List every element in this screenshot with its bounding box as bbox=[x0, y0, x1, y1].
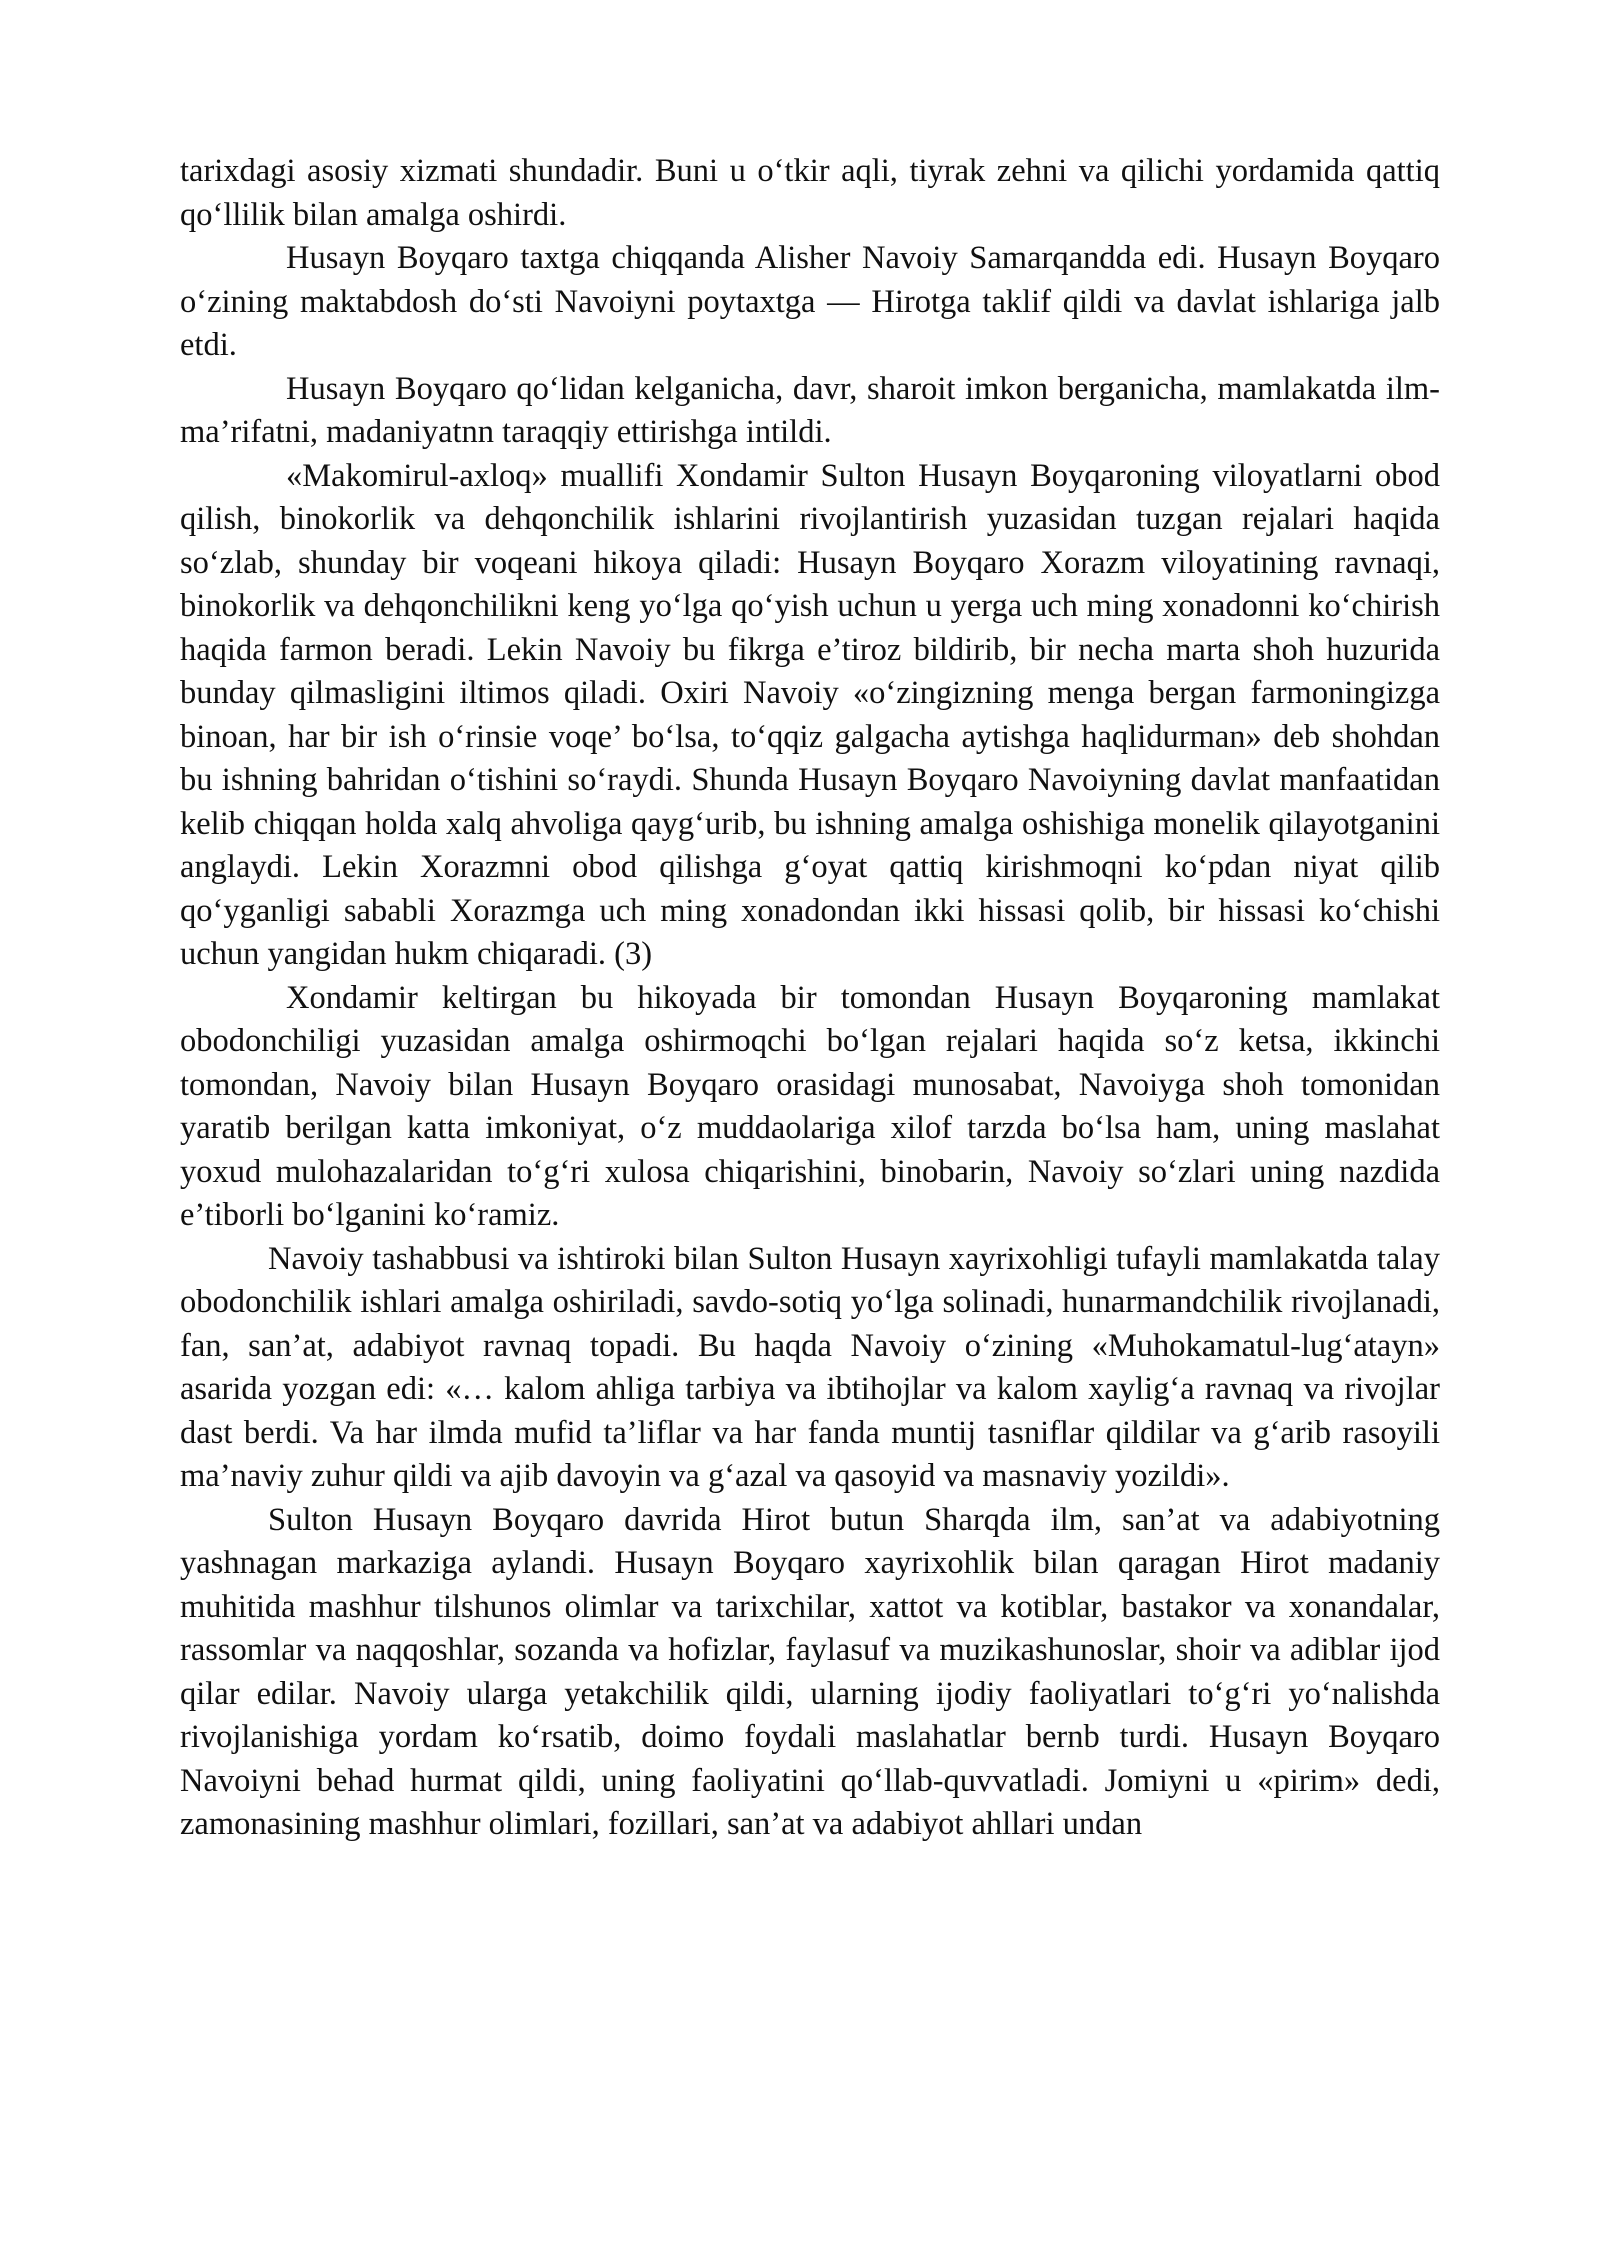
paragraph-khondamir-analysis: Xondamir keltirgan bu hikoyada bir tomondan Husayn Boyqaroning mamlakat obodonchiligi yuzasidan amalga oshirmoqchi bo‘lgan rejalari haqida so‘z ketsa, ikkinchi tomondan, Navoiy bilan Husayn Boyqaro orasidagi munosabat, Navoiyga shoh tomonidan yaratib berilgan katta imkoniyat, o‘z muddaolariga xilof tarzda bo‘lsa ham, uning maslahat yoxud mulohazalaridan to‘g‘ri xulosa chiqarishini, binobarin, Navoiy so‘zlari uning nazdida e’tiborli bo‘lganini ko‘ramiz. bbox=[180, 979, 1440, 1233]
paragraph-continuation: tarixdagi asosiy xizmati shundadir. Buni u o‘tkir aqli, tiyrak zehni va qilichi yordamida qattiq qo‘llilik bilan amalga oshirdi. bbox=[180, 153, 1440, 233]
paragraph-navoiy-initiative: Navoiy tashabbusi va ishtiroki bilan Sulton Husayn xayrixohligi tufayli mamlakatda talay obodonchilik ishlari amalga oshiriladi, savdo-sotiq yo‘lga solinadi, hunarmandchilik rivojlanadi, fan, san’at, adabiyot ravnaq topadi. Bu haqda Navoiy o‘zining «Muhokamatul-lug‘atayn» asarida yozgan edi: «… kalom ahliga tarbiya va ibtihojlar va kalom xaylig‘a ravnaq va rivojlar dast berdi. Va har ilmda mufid ta’liflar va har fanda muntij tasniflar qildilar va g‘arib rasoyili ma’naviy zuhur qildi va ajib davoyin va g‘azal va qasoyid va masnaviy yozildi». bbox=[180, 1240, 1440, 1494]
document-page bbox=[180, 150, 1440, 1847]
paragraph-husayn-throne: Husayn Boyqaro taxtga chiqqanda Alisher Navoiy Samarqandda edi. Husayn Boyqaro o‘zining maktabdosh do‘sti Navoiyni poytaxtga — Hirotga taklif qildi va davlat ishlariga jalb etdi. bbox=[180, 240, 1440, 363]
paragraph-khorezm-story: «Makomirul-axloq» muallifi Xondamir Sulton Husayn Boyqaroning viloyatlarni obod qilish, binokorlik va dehqonchilik ishlarini rivojlantirish yuzasidan tuzgan rejalari haqida so‘zlab, shunday bir voqeani hikoya qiladi: Husayn Boyqaro Xorazm viloyatining ravnaqi, binokorlik va dehqonchilikni keng yo‘lga qo‘yish uchun u yerga uch ming xonadonni ko‘chirish haqida farmon beradi. Lekin Navoiy bu fikrga e’tiroz bildirib, bir necha marta shoh huzurida bunday qilmasligini iltimos qiladi. Oxiri Navoiy «o‘zingizning menga bergan farmoningizga binoan, har bir ish o‘rinsie voqe’ bo‘lsa, to‘qqiz galgacha aytishga haqlidurman» deb shohdan bu ishning bahridan o‘tishini so‘raydi. Shunda Husayn Boyqaro Navoiyning davlat manfaatidan kelib chiqqan holda xalq ahvoliga qayg‘urib, bu ishning amalga oshishiga monelik qilayotganini anglaydi. Lekin Xorazmni obod qilishga g‘oyat qattiq kirishmoqni ko‘pdan niyat qilib qo‘yganligi sababli Xorazmga uch ming xonadondan ikki hissasi qolib, bir hissasi ko‘chishi uchun yangidan hukm chiqaradi. (3) bbox=[180, 457, 1440, 972]
paragraph-enlightenment: Husayn Boyqaro qo‘lidan kelganicha, davr, sharoit imkon berganicha, mamlakatda ilm-ma’rifatni, madaniyatnn taraqqiy ettirishga intildi. bbox=[180, 370, 1440, 450]
paragraph-herat-center: Sulton Husayn Boyqaro davrida Hirot butun Sharqda ilm, san’at va adabiyotning yashnagan markaziga aylandi. Husayn Boyqaro xayrixohlik bilan qaragan Hirot madaniy muhitida mashhur tilshunos olimlar va tarixchilar, xattot va kotiblar, bastakor va xonandalar, rassomlar va naqqoshlar, sozanda va hofizlar, faylasuf va muzikashunoslar, shoir va adiblar ijod qilar edilar. Navoiy ularga yetakchilik qildi, ularning ijodiy faoliyatlari to‘g‘ri yo‘nalishda rivojlanishiga yordam ko‘rsatib, doimo foydali maslahatlar bernb turdi. Husayn Boyqaro Navoiyni behad hurmat qildi, uning faoliyatini qo‘llab-quvvatladi. Jomiyni u «pirim» dedi, zamonasining mashhur olimlari, fozillari, san’at va adabiyot ahllari undan bbox=[180, 1501, 1440, 1842]
